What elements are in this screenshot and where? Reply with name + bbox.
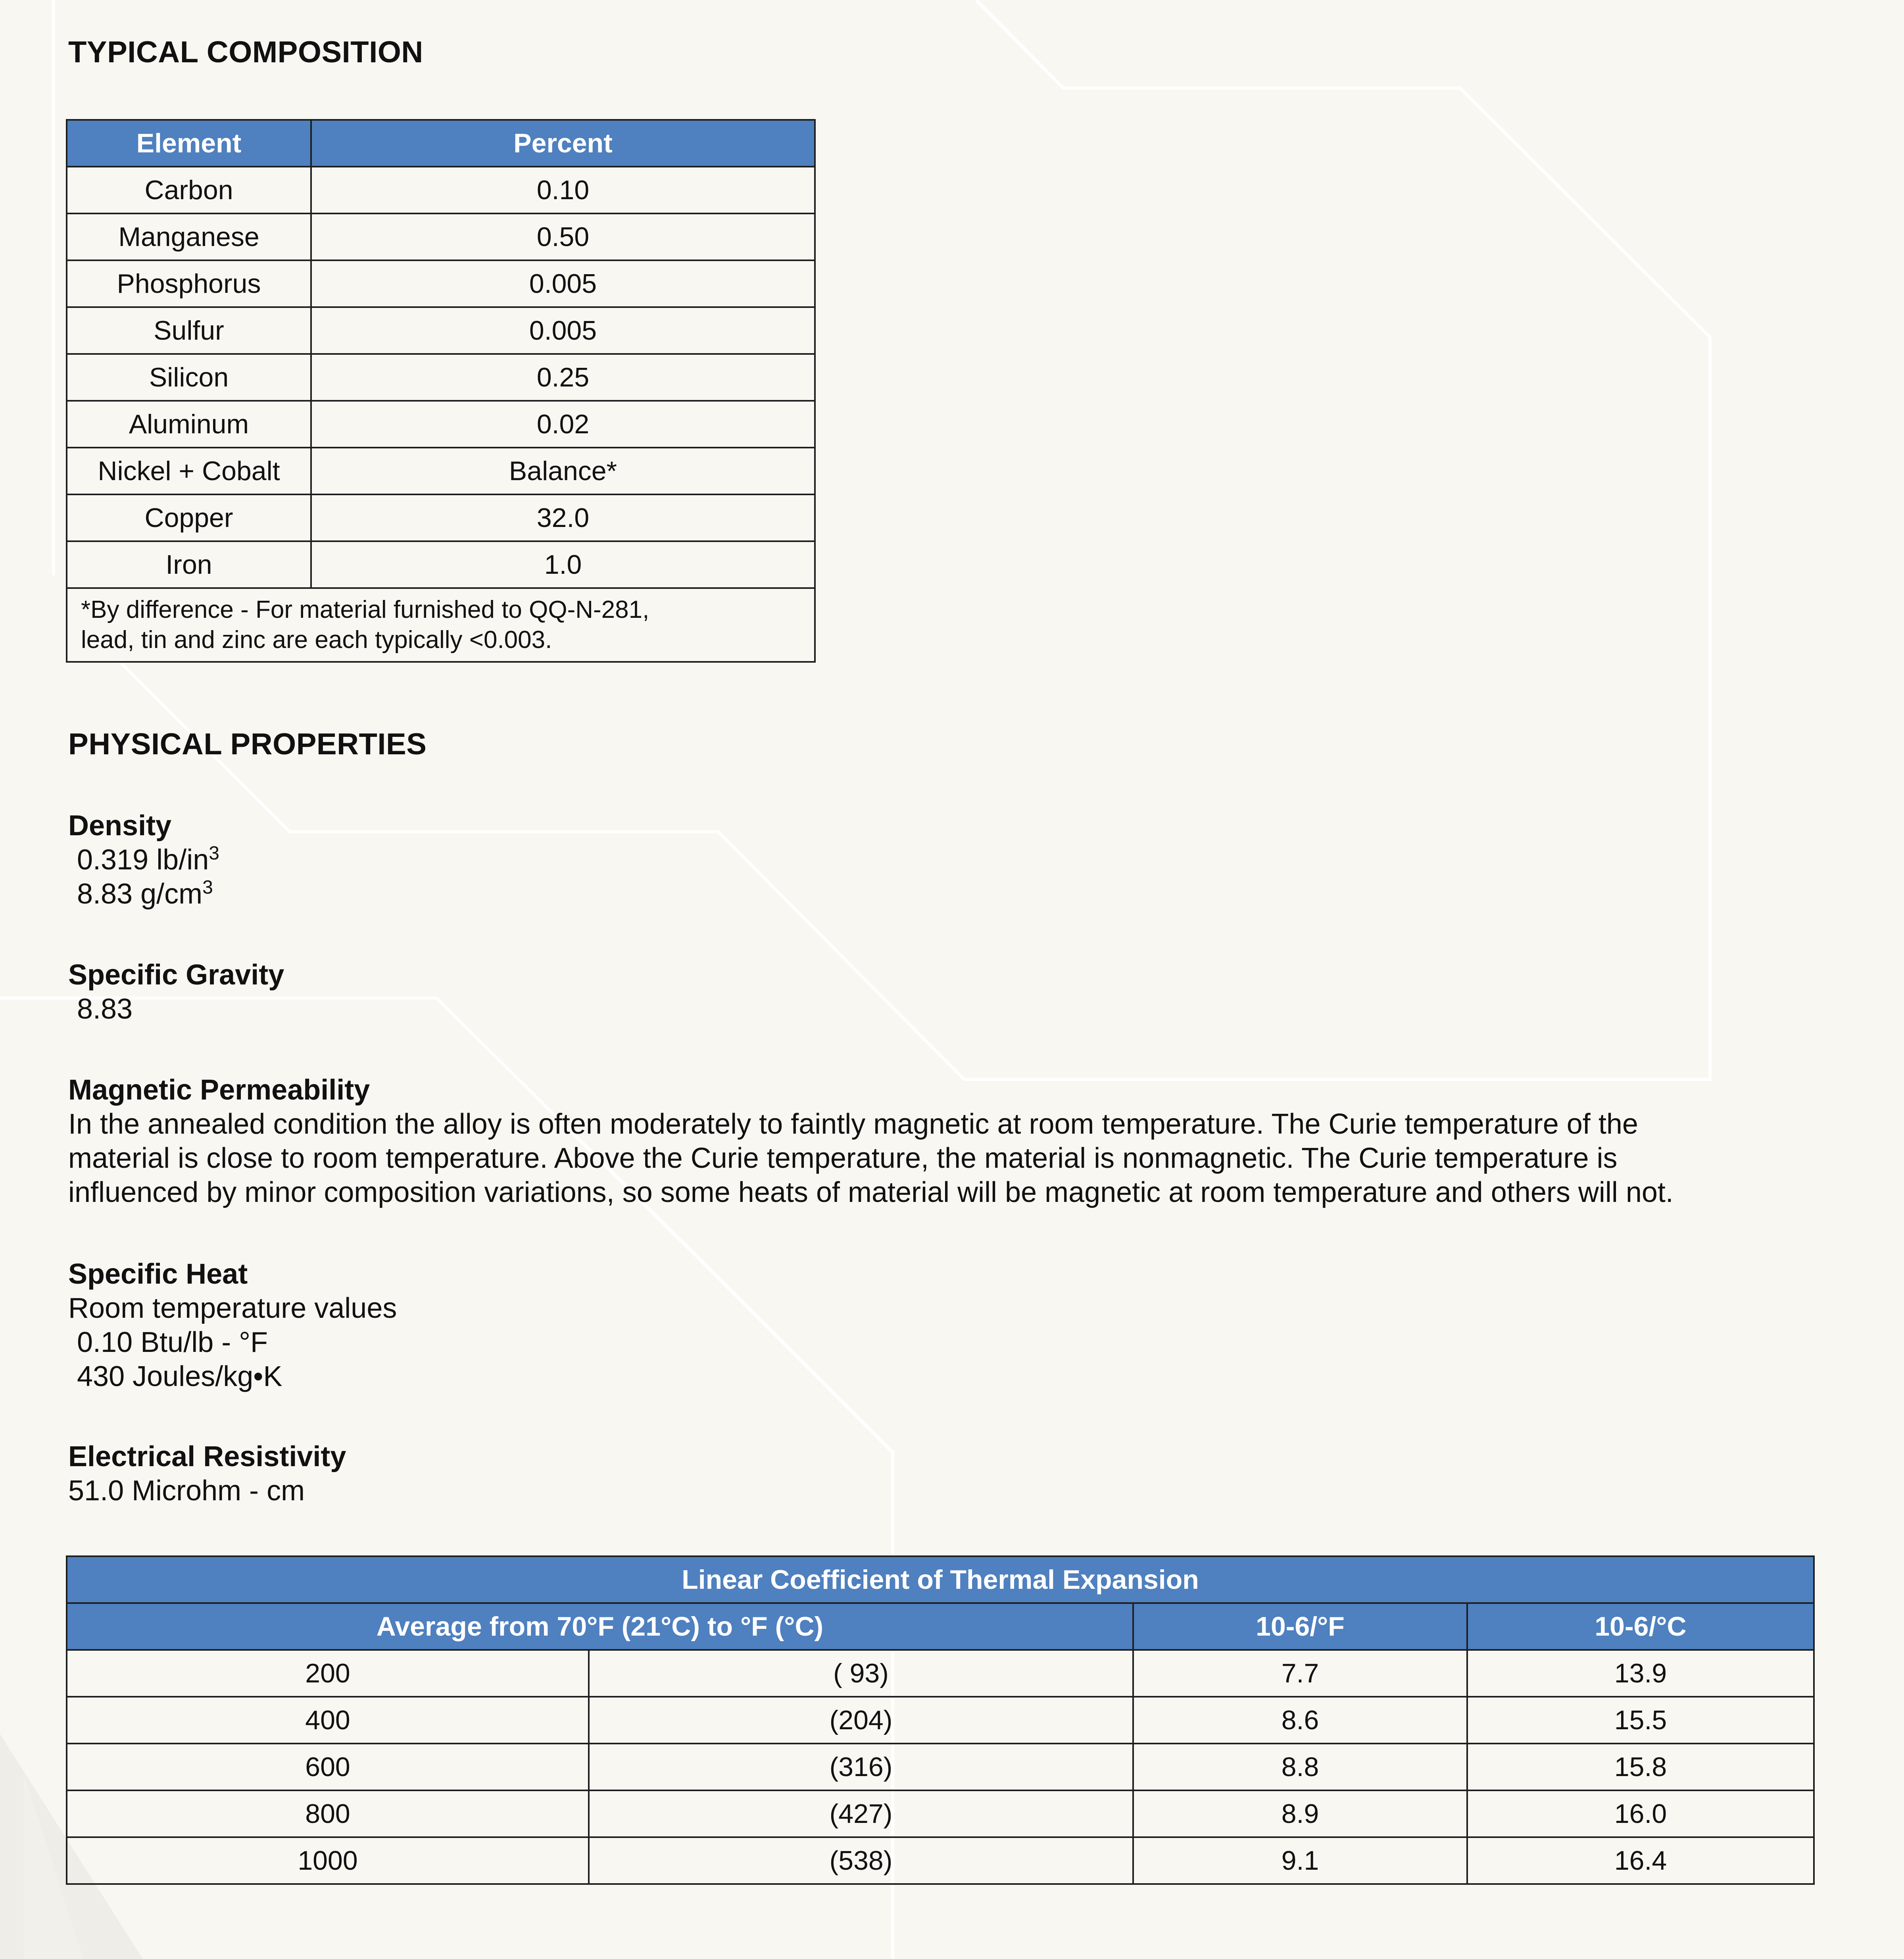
element-cell: Carbon xyxy=(67,167,311,213)
magnetic-text-line: In the annealed condition the alloy is often moderately to faintly magnetic at room temperature. The Curie temperature of the xyxy=(68,1108,1638,1140)
density-metric-exponent: 3 xyxy=(202,877,213,898)
specific-heat-note: Room temperature values xyxy=(68,1292,397,1324)
thermal-table-title: Linear Coefficient of Thermal Expansion xyxy=(67,1556,1814,1603)
table-row xyxy=(67,1650,1814,1697)
temp-c-cell: ( 93) xyxy=(589,1650,1133,1697)
temp-f-cell: 1000 xyxy=(67,1837,589,1884)
density-metric xyxy=(68,877,219,911)
composition-footnote xyxy=(67,588,815,662)
table-row xyxy=(67,354,815,401)
coef-c-cell: 15.8 xyxy=(1467,1744,1814,1790)
table-row xyxy=(67,213,815,260)
element-cell: Phosphorus xyxy=(67,260,311,307)
percent-cell: 32.0 xyxy=(311,494,815,541)
temp-c-cell: (316) xyxy=(589,1744,1133,1790)
coef-f-cell: 9.1 xyxy=(1133,1837,1467,1884)
element-cell: Copper xyxy=(67,494,311,541)
percent-cell: 0.02 xyxy=(311,401,815,448)
specific-heat-imperial: 0.10 Btu/lb - °F xyxy=(77,1327,268,1358)
percent-cell: 0.50 xyxy=(311,213,815,260)
element-cell: Aluminum xyxy=(67,401,311,448)
element-cell: Nickel + Cobalt xyxy=(67,448,311,494)
coef-c-cell: 16.4 xyxy=(1467,1837,1814,1884)
temp-f-cell: 400 xyxy=(67,1697,589,1744)
percent-cell: 0.005 xyxy=(311,307,815,354)
percent-column-header: Percent xyxy=(311,120,815,167)
coef-c-cell: 15.5 xyxy=(1467,1697,1814,1744)
percent-cell: 0.25 xyxy=(311,354,815,401)
table-row xyxy=(67,1837,1814,1884)
table-row xyxy=(67,448,815,494)
density-metric-value: 8.83 g/cm xyxy=(77,878,203,910)
temperature-range-header: Average from 70°F (21°C) to °F (°C) xyxy=(67,1603,1133,1650)
composition-note-row xyxy=(67,588,815,662)
temp-c-cell: (427) xyxy=(589,1790,1133,1837)
magnetic-permeability-section xyxy=(68,1073,1673,1209)
temp-c-cell: (204) xyxy=(589,1697,1133,1744)
temp-f-cell: 200 xyxy=(67,1650,589,1697)
coef-f-cell: 7.7 xyxy=(1133,1650,1467,1697)
element-cell: Iron xyxy=(67,541,311,588)
specific-heat-label: Specific Heat xyxy=(68,1258,248,1290)
density-imperial-exponent: 3 xyxy=(209,843,219,864)
table-row xyxy=(67,307,815,354)
thermal-title-row xyxy=(67,1556,1814,1603)
electrical-resistivity-value: 51.0 Microhm - cm xyxy=(68,1475,305,1507)
footnote-line: lead, tin and zinc are each typically <0.003. xyxy=(81,626,552,654)
electrical-resistivity-label: Electrical Resistivity xyxy=(68,1441,346,1473)
composition-header-row xyxy=(67,120,815,167)
table-row xyxy=(67,541,815,588)
table-row xyxy=(67,494,815,541)
table-row xyxy=(67,401,815,448)
coef-c-cell: 13.9 xyxy=(1467,1650,1814,1697)
specific-heat-metric: 430 Joules/kg•K xyxy=(77,1361,282,1392)
table-row xyxy=(67,1744,1814,1790)
electrical-resistivity-section xyxy=(68,1440,346,1508)
table-row xyxy=(67,260,815,307)
table-row xyxy=(67,167,815,213)
specific-gravity-section xyxy=(68,958,284,1026)
element-cell: Sulfur xyxy=(67,307,311,354)
footnote-line: *By difference - For material furnished to QQ-N-281, xyxy=(81,596,649,623)
physical-properties-title: PHYSICAL PROPERTIES xyxy=(68,727,427,761)
element-column-header: Element xyxy=(67,120,311,167)
coef-f-cell: 8.8 xyxy=(1133,1744,1467,1790)
magnetic-text-line: influenced by minor composition variations, so some heats of material will be magnetic at room temperature and others will not. xyxy=(68,1177,1673,1208)
percent-cell: 1.0 xyxy=(311,541,815,588)
element-cell: Silicon xyxy=(67,354,311,401)
composition-title: TYPICAL COMPOSITION xyxy=(68,35,423,69)
coef-f-cell: 8.9 xyxy=(1133,1790,1467,1837)
coef-c-cell: 16.0 xyxy=(1467,1790,1814,1837)
percent-cell: 0.005 xyxy=(311,260,815,307)
density-imperial-value: 0.319 lb/in xyxy=(77,844,209,876)
coefficient-c-header: 10-6/°C xyxy=(1467,1603,1814,1650)
temp-f-cell: 800 xyxy=(67,1790,589,1837)
specific-gravity-label: Specific Gravity xyxy=(68,959,284,991)
density-section xyxy=(68,809,219,911)
coefficient-f-header: 10-6/°F xyxy=(1133,1603,1467,1650)
magnetic-text-line: material is close to room temperature. Above the Curie temperature, the material is nonmagnetic. The Curie temperature is xyxy=(68,1142,1618,1174)
coef-f-cell: 8.6 xyxy=(1133,1697,1467,1744)
percent-cell: 0.10 xyxy=(311,167,815,213)
thermal-expansion-table xyxy=(66,1555,1815,1885)
table-row xyxy=(67,1790,1814,1837)
temp-c-cell: (538) xyxy=(589,1837,1133,1884)
composition-table xyxy=(66,119,816,663)
density-imperial xyxy=(68,843,219,877)
magnetic-permeability-label: Magnetic Permeability xyxy=(68,1074,370,1106)
temp-f-cell: 600 xyxy=(67,1744,589,1790)
table-row xyxy=(67,1697,1814,1744)
specific-gravity-value: 8.83 xyxy=(77,993,133,1025)
density-label: Density xyxy=(68,810,172,842)
thermal-header-row xyxy=(67,1603,1814,1650)
specific-heat-section xyxy=(68,1257,397,1394)
element-cell: Manganese xyxy=(67,213,311,260)
percent-cell: Balance* xyxy=(311,448,815,494)
